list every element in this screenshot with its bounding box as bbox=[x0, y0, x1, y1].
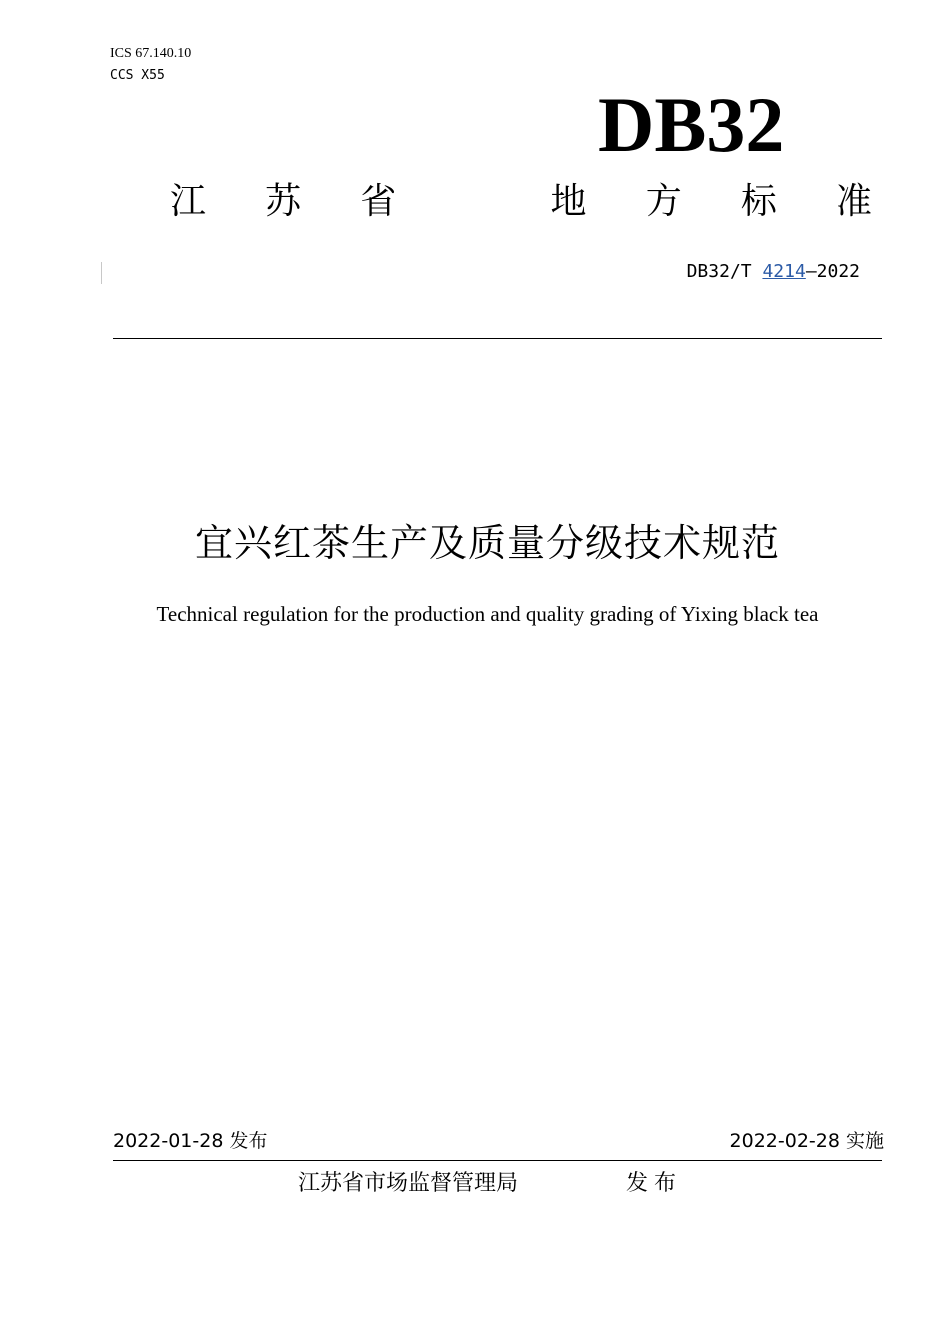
publisher-name: 江苏省市场监督管理局 bbox=[298, 1171, 519, 1196]
document-title-chinese: 宜兴红茶生产及质量分级技术规范 bbox=[194, 521, 780, 565]
publish-label: 发布 bbox=[626, 1171, 683, 1196]
bottom-divider bbox=[113, 1160, 882, 1161]
province-char: 苏 bbox=[265, 181, 302, 222]
standard-number bbox=[560, 260, 860, 284]
ccs-code: CCS X55 bbox=[110, 68, 165, 83]
province-char: 方 bbox=[645, 181, 682, 222]
province-char: 江 bbox=[169, 181, 206, 222]
document-title-english: Technical regulation for the production and quality grading of Yixing black tea bbox=[156, 602, 819, 626]
standard-number-suffix: —2022 bbox=[805, 261, 860, 282]
province-char: 准 bbox=[835, 181, 872, 222]
ics-code: ICS 67.140.10 bbox=[110, 46, 192, 61]
top-divider bbox=[113, 338, 882, 339]
text-cursor-mark bbox=[101, 262, 102, 284]
standard-number-link[interactable]: 4214 bbox=[762, 261, 806, 282]
province-char: 标 bbox=[740, 181, 777, 222]
standard-number-prefix: DB32/T bbox=[686, 261, 763, 282]
implementation-date: 2022-02-28 实施 bbox=[729, 1130, 884, 1152]
standard-code-logo: DB32 bbox=[598, 81, 785, 168]
standard-category-heading bbox=[168, 178, 874, 228]
province-char: 省 bbox=[360, 181, 397, 222]
spacer bbox=[453, 178, 493, 228]
issue-date: 2022-01-28 发布 bbox=[113, 1130, 268, 1152]
province-char: 地 bbox=[550, 181, 587, 222]
